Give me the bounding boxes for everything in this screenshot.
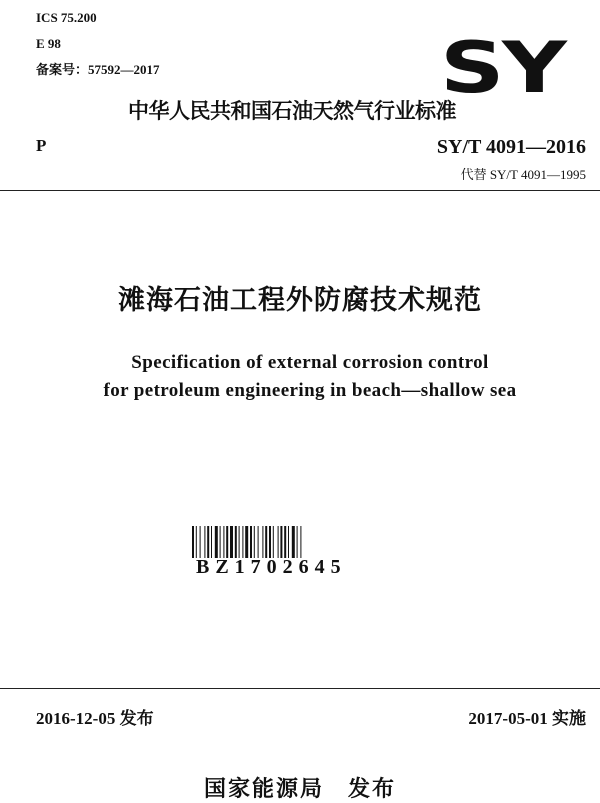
standard-type: 中华人民共和国石油天然气行业标准 xyxy=(128,99,456,123)
barcode-number: BZ1702645 xyxy=(196,556,347,578)
issue-date: 2016-12-05 发布 xyxy=(36,709,154,728)
implementation-date: 2017-05-01 实施 xyxy=(468,709,586,728)
title-english-line1: Specification of external corrosion control xyxy=(131,352,489,373)
ics-code: ICS 75.200 xyxy=(36,10,97,25)
record-number: 备案号：57592—2017 xyxy=(36,62,160,77)
classification-code: E 98 xyxy=(36,36,61,51)
footer-divider xyxy=(0,688,600,689)
sy-logo: SY xyxy=(440,27,565,109)
replaces-standard: 代替 SY/T 4091—1995 xyxy=(460,167,586,182)
category-letter: P xyxy=(36,136,47,155)
title-english-line2: for petroleum engineering in beach—shallow sea xyxy=(103,380,517,401)
barcode xyxy=(192,526,358,558)
title-chinese: 滩海石油工程外防腐技术规范 xyxy=(118,285,482,316)
standard-number: SY/T 4091—2016 xyxy=(436,136,586,158)
header-divider xyxy=(0,190,600,191)
publisher: 国家能源局 发布 xyxy=(203,777,396,802)
